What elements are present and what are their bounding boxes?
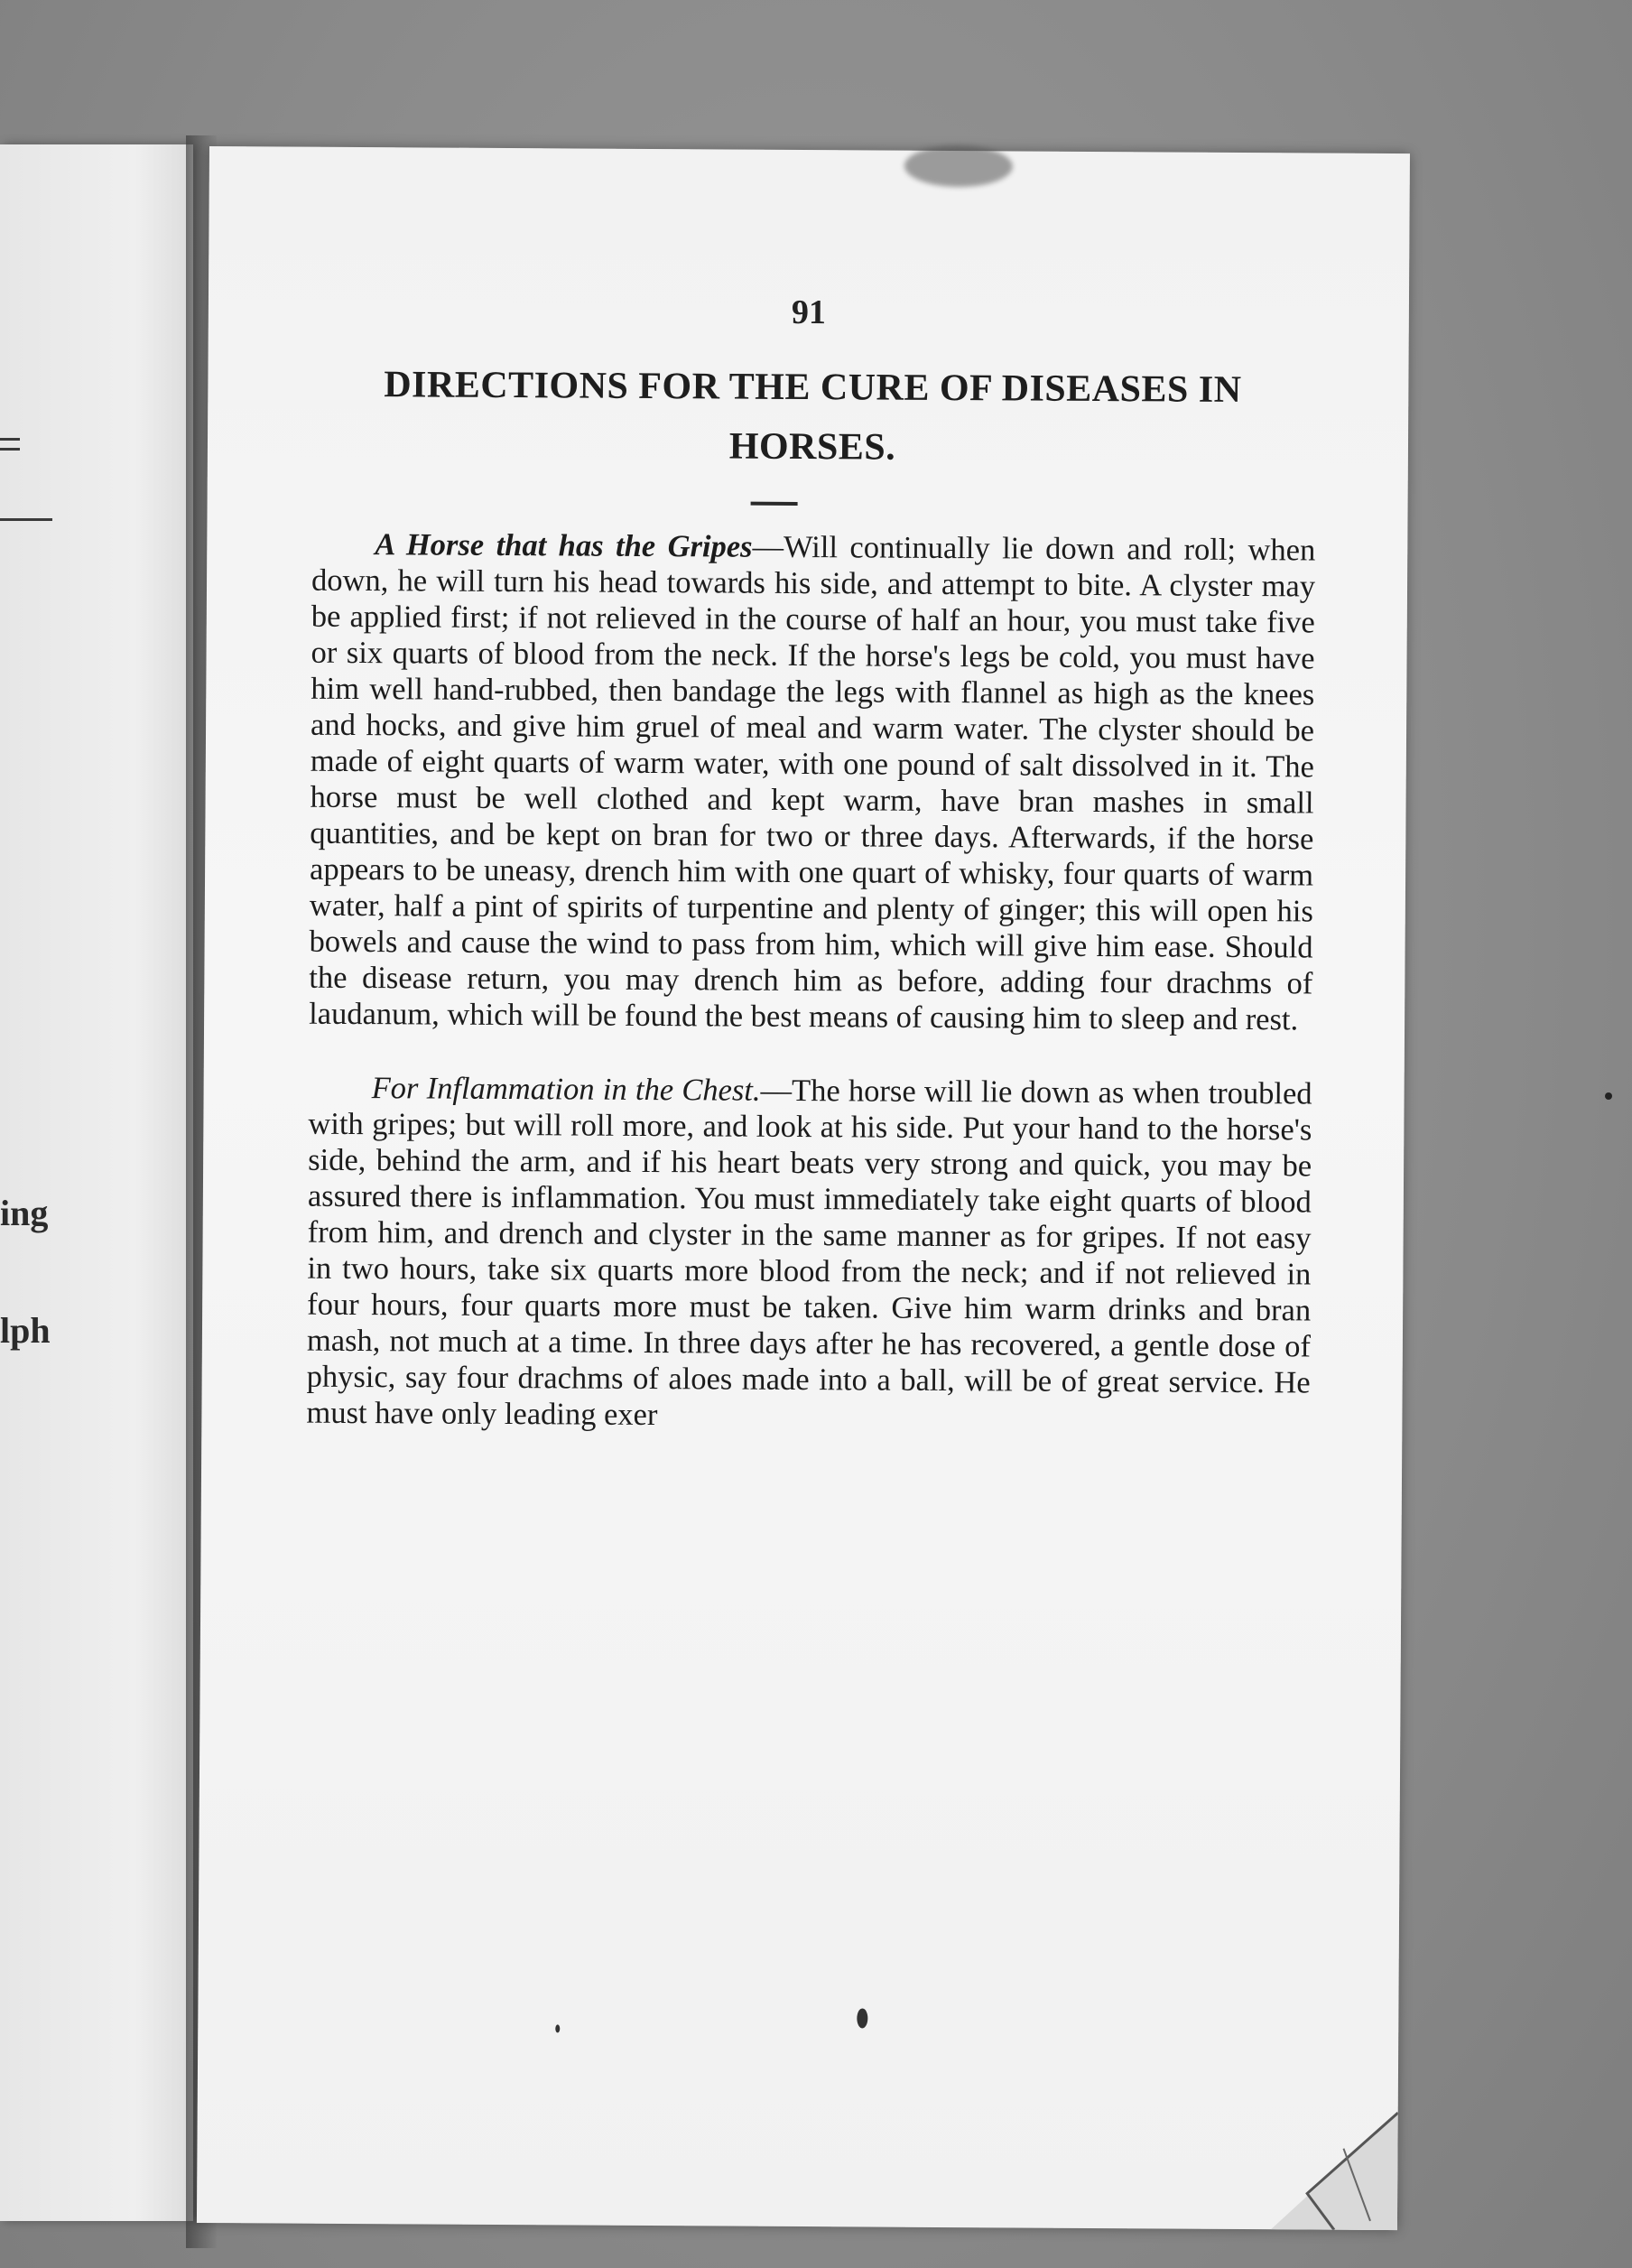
left-page-fragment: ing xyxy=(0,1193,49,1233)
page-title: DIRECTIONS FOR THE CURE OF DISEASES IN HORSES. xyxy=(384,364,1242,469)
left-page-fragment: lph xyxy=(0,1310,51,1351)
paragraph-text: —Will continually lie down and roll; when down, he will turn his head towards his side, and attempt to bite. A clyster may be applied first; if not relieved in the course of half an hour, you must take five or six quarts of blood from the neck. If the horse's legs be cold, you must have him well hand-rubbed, then bandage the legs with flannel as high as the knees and hocks, and give him gruel of meal and warm water. The clyster should be made of eight quarts of warm water, with one pound of salt dissolved in it. The horse must be well clothed and kept warm, have bran mashes in small quantities, and be kept on bran for two or three days. Afterwards, if the horse appears to be uneasy, drench him with one quart of whisky, four quarts of warm water, half a pint of spirits of turpentine and plenty of ginger; this will open his bowels and cause the wind to pass from him, which will give him ease. Should the disease return, you may drench him as before, adding four drachms of laudanum, which will be found the best means of causing him to sleep and rest. xyxy=(309,529,1316,1037)
left-page-rule xyxy=(0,438,20,441)
page-body xyxy=(306,526,1315,1475)
paragraph-lead: For Inflammation in the Chest. xyxy=(371,1071,761,1108)
book-page xyxy=(197,146,1410,2230)
ink-speck xyxy=(555,2024,560,2032)
previous-page-edge xyxy=(0,144,193,2221)
left-page-rule xyxy=(0,448,20,451)
page-number: 91 xyxy=(791,293,827,332)
paragraph-text: —The horse will lie down as when troubled with gripes; but will roll more, and look at his side. Put your hand to the horse's side, behind the arm, and if his heart beats very strong and quick, you may be assured there is inflammation. You must immediately take eight quarts of blood from him, and drench and clyster in the same manner as for gripes. If not easy in two hours, take six quarts more blood from the neck; and if not relieved in four hours, four quarts more must be taken. Give him warm drinks and bran mash, not much at a time. In three days after he has recovered, a gentle dose of physic, say four drachms of aloes made into a ball, will be of great service. He must have only leading exer xyxy=(306,1073,1312,1433)
paragraph-gripes xyxy=(309,526,1315,1038)
left-page-rule xyxy=(0,518,52,521)
ink-blot xyxy=(904,145,1013,188)
ink-speck xyxy=(857,2008,867,2028)
ink-speck xyxy=(1605,1092,1612,1100)
paragraph-lead: A Horse that has the Gripes xyxy=(375,527,753,564)
title-divider xyxy=(751,502,798,506)
paragraph-inflammation xyxy=(306,1070,1312,1437)
folded-corner xyxy=(1253,2094,1398,2230)
